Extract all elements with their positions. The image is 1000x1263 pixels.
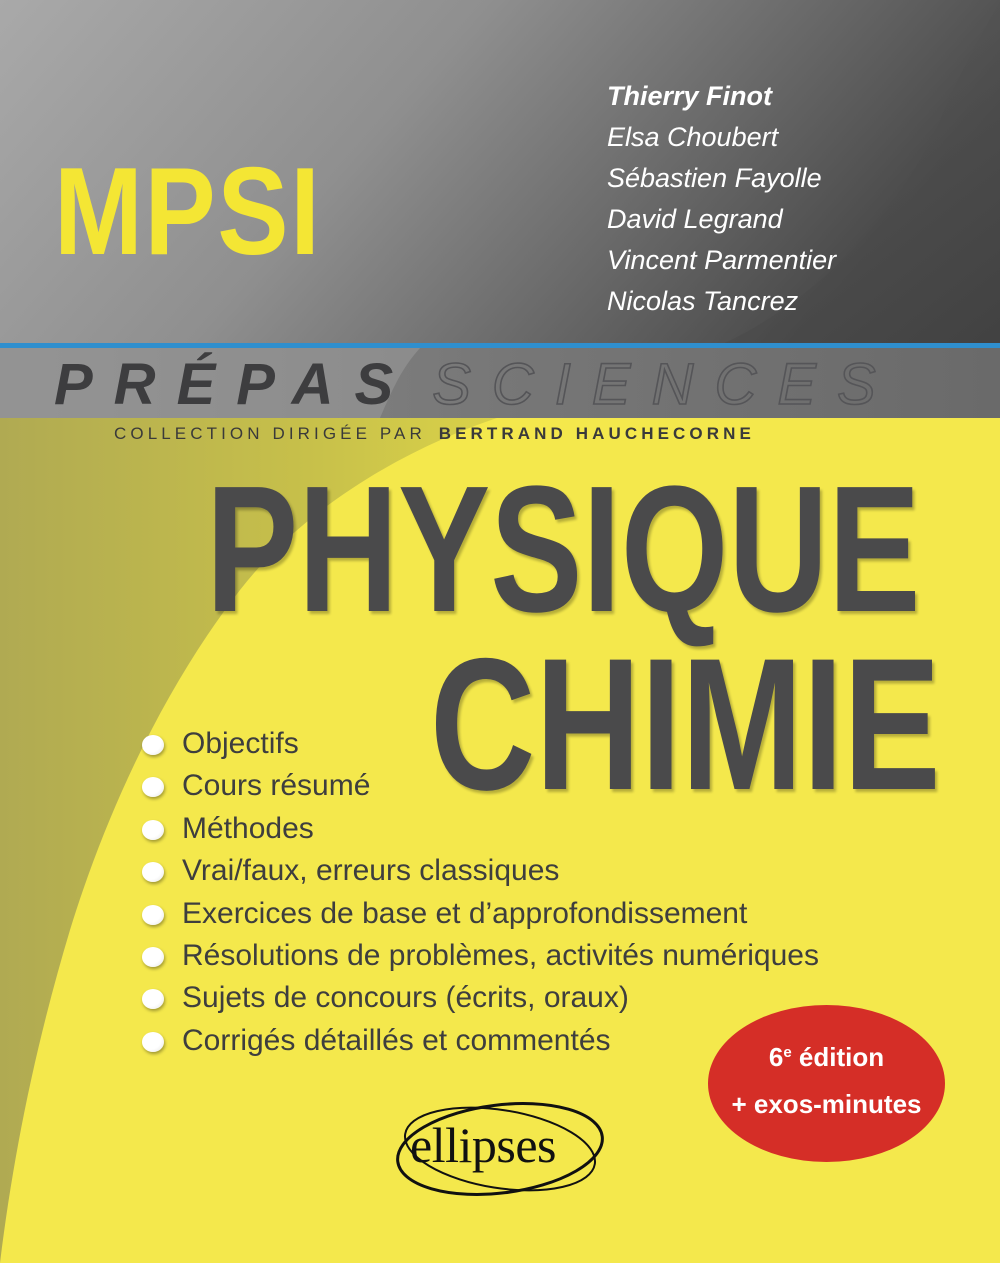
edition-word: édition [798,1042,885,1072]
bullet-icon [142,989,164,1009]
edition-extra: + exos-minutes [731,1089,922,1119]
feature-item [142,723,819,765]
feature-label: Exercices de base et d’approfondissement [182,896,748,930]
feature-item [142,808,819,850]
bullet-icon [142,905,164,925]
edition-number: 6 [768,1042,784,1072]
book-title-line-1: PHYSIQUE [206,449,921,650]
blue-stripe [0,343,1000,348]
author: Vincent Parmentier [607,245,837,275]
book-title-line-2: CHIMIE [430,619,941,829]
feature-item [142,977,819,1019]
feature-label: Corrigés détaillés et commentés [182,1023,611,1057]
edition-line [708,1042,945,1072]
feature-label: Méthodes [182,811,314,845]
feature-label: Sujets de concours (écrits, oraux) [182,981,629,1015]
bullet-icon [142,1032,164,1052]
author: David Legrand [607,204,783,234]
author-list [607,76,836,322]
edition-suffix: e [783,1044,792,1061]
bullet-icon [142,862,164,882]
feature-item [142,850,819,892]
author: Nicolas Tancrez [607,286,799,316]
director-prefix: COLLECTION DIRIGÉE PAR [114,424,426,443]
feature-label: Objectifs [182,727,299,760]
collection-word-prepas: PRÉPAS [54,352,415,417]
director-name: BERTRAND HAUCHECORNE [438,424,755,443]
publisher-logo [388,1095,612,1203]
author: Elsa Choubert [607,122,779,152]
series-label: MPSI [54,143,322,281]
bullet-icon [142,947,164,967]
collection-word-sciences: SCIENCES [432,352,897,417]
feature-label: Vrai/faux, erreurs classiques [182,854,560,888]
feature-label: Cours résumé [182,769,371,803]
feature-item [142,893,819,935]
publisher-name: ellipses [410,1117,556,1173]
feature-label: Résolutions de problèmes, activités numériques [182,938,819,972]
bullet-icon [142,820,164,840]
feature-item [142,935,819,977]
collection-director [114,424,755,444]
feature-list [142,723,819,1062]
bullet-icon [142,777,164,797]
feature-item [142,765,819,807]
author-lead: Thierry Finot [607,81,773,111]
bullet-icon [142,735,164,755]
author: Sébastien Fayolle [607,163,822,193]
collection-name [54,354,1000,416]
edition-badge [708,1005,945,1162]
